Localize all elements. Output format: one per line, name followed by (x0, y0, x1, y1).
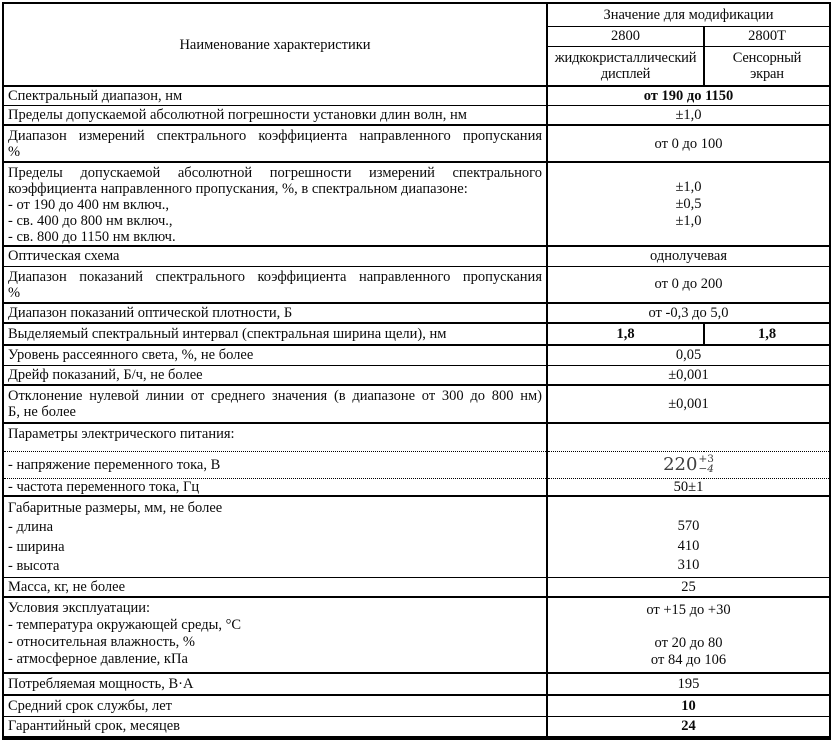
table-row (4, 695, 829, 716)
spec-value: от 0 до 200 (547, 266, 829, 303)
spec-name: Масса, кг, не более (4, 577, 547, 597)
spec-name-line: - ширина (8, 538, 65, 555)
spec-name-line: Условия эксплуатации: (8, 600, 151, 616)
spec-name-line: Пределы допускаемой абсолютной погрешности измерений спектрального (8, 165, 542, 181)
spec-name (4, 597, 547, 673)
spec-table (4, 4, 829, 736)
spec-name-line: - высота (8, 558, 60, 574)
spec-value (547, 496, 829, 578)
table-row (4, 385, 829, 423)
spec-name-line: - температура окружающей среды, °С (8, 617, 242, 633)
spec-name: - напряжение переменного тока, В (4, 451, 547, 478)
spec-name (4, 125, 547, 162)
table-row (4, 496, 829, 578)
table-row (4, 577, 829, 597)
spec-name-line: Отклонение нулевой линии от среднего значения (в диапазоне от 300 до 800 нм) (8, 388, 542, 404)
spec-name (4, 162, 547, 246)
spec-value: ±0,001 (547, 385, 829, 423)
table-row (4, 86, 829, 105)
spec-value-line: от 84 до 106 (650, 652, 727, 668)
characteristic-name-header: Наименование характеристики (4, 4, 547, 86)
table-row (4, 323, 829, 345)
spec-name (4, 385, 547, 423)
spec-value: ±0,001 (547, 365, 829, 385)
spec-name-line: % (8, 144, 21, 160)
spec-name: Спектральный диапазон, нм (4, 86, 547, 105)
spec-name-line: Габаритные размеры, мм, не более (8, 499, 223, 516)
spec-value-line: ±0,5 (675, 195, 702, 212)
spec-value: 195 (547, 673, 829, 695)
spec-value-line: от 20 до 80 (654, 635, 723, 651)
table-row (4, 451, 829, 478)
table-row (4, 162, 829, 246)
spec-name: Уровень рассеянного света, %, не более (4, 345, 547, 365)
subtitle-line: экран (750, 65, 784, 82)
subtitle-line: дисплей (600, 65, 651, 82)
spec-value (547, 451, 829, 478)
table-row (4, 365, 829, 385)
table-row (4, 716, 829, 736)
spec-name: Параметры электрического питания: (4, 423, 547, 451)
spec-name-line: - св. 800 до 1150 нм включ. (8, 229, 176, 245)
spec-value: от -0,3 до 5,0 (547, 303, 829, 323)
model-2800-subtitle (547, 46, 704, 86)
specifications-table (2, 2, 831, 740)
spec-value: от 0 до 100 (547, 125, 829, 162)
spec-value-2800: 1,8 (547, 323, 704, 345)
table-row (4, 597, 829, 673)
spec-value-line: 310 (677, 557, 700, 573)
spec-value-2800t: 1,8 (704, 323, 829, 345)
model-2800-header: 2800 (547, 26, 704, 46)
spec-value-line: 410 (677, 537, 700, 554)
table-row (4, 246, 829, 266)
voltage-tolerance-value (663, 454, 714, 475)
spec-name-line: - св. 400 до 800 нм включ., (8, 213, 173, 229)
voltage-sub: −4 (698, 462, 714, 475)
table-row (4, 105, 829, 125)
spec-name-line: Диапазон измерений спектрального коэффициента направленного пропускания (8, 128, 542, 144)
spec-name-line: - от 190 до 400 нм включ., (8, 197, 169, 213)
table-row (4, 125, 829, 162)
spec-value: однолучевая (547, 246, 829, 266)
spec-value (547, 162, 829, 246)
subtitle-line: жидкокристаллический (554, 49, 697, 66)
spec-name-line: - длина (8, 519, 54, 535)
spec-value (547, 597, 829, 673)
spec-name: Гарантийный срок, месяцев (4, 716, 547, 736)
spec-name: Дрейф показаний, Б/ч, не более (4, 365, 547, 385)
spec-name (4, 266, 547, 303)
model-2800t-header: 2800Т (704, 26, 829, 46)
table-row (4, 673, 829, 695)
spec-value-line: от +15 до +30 (646, 602, 731, 618)
spec-name: Пределы допускаемой абсолютной погрешности установки длин волн, нм (4, 105, 547, 125)
spec-value: 50±1 (547, 478, 829, 496)
spec-value: 10 (547, 695, 829, 716)
subtitle-line: Сенсорный (732, 49, 802, 66)
table-row (4, 345, 829, 365)
spec-name-line: % (8, 284, 21, 301)
spec-name: - частота переменного тока, Гц (4, 478, 547, 496)
spec-name (4, 496, 547, 578)
model-2800t-subtitle (704, 46, 829, 86)
spec-value: 24 (547, 716, 829, 736)
spec-name: Потребляемая мощность, В·А (4, 673, 547, 695)
spec-value-line (552, 498, 825, 518)
table-row (4, 478, 829, 496)
spec-name: Выделяемый спектральный интервал (спектральная ширина щели), нм (4, 323, 547, 345)
voltage-sup: +3 (698, 453, 714, 465)
spec-name-line: - относительная влажность, % (8, 634, 195, 650)
spec-value: ±1,0 (547, 105, 829, 125)
table-row (4, 266, 829, 303)
spec-name: Оптическая схема (4, 246, 547, 266)
value-modification-header: Значение для модификации (603, 6, 774, 23)
spec-value-line: 570 (677, 518, 700, 534)
spec-name-line: - атмосферное давление, кПа (8, 651, 188, 667)
spec-value: 25 (547, 577, 829, 597)
spec-value-line: ±1,0 (675, 178, 702, 195)
spec-name-line: коэффициента направленного пропускания, %, в спектральном диапазоне: (8, 181, 468, 197)
spec-name: Диапазон показаний оптической плотности, Б (4, 303, 547, 323)
spec-value: от 190 до 1150 (547, 86, 829, 105)
spec-name: Средний срок службы, лет (4, 695, 547, 716)
voltage-base: 220 (663, 453, 698, 475)
spec-value: 0,05 (547, 345, 829, 365)
spec-name-line: Б, не более (8, 404, 76, 420)
table-row (4, 423, 829, 451)
table-row (4, 303, 829, 323)
spec-value (547, 423, 829, 451)
spec-name-line: Диапазон показаний спектрального коэффициента направленного пропускания (8, 268, 542, 285)
header-row-group (4, 4, 829, 26)
spec-value-line: ±1,0 (675, 212, 702, 229)
